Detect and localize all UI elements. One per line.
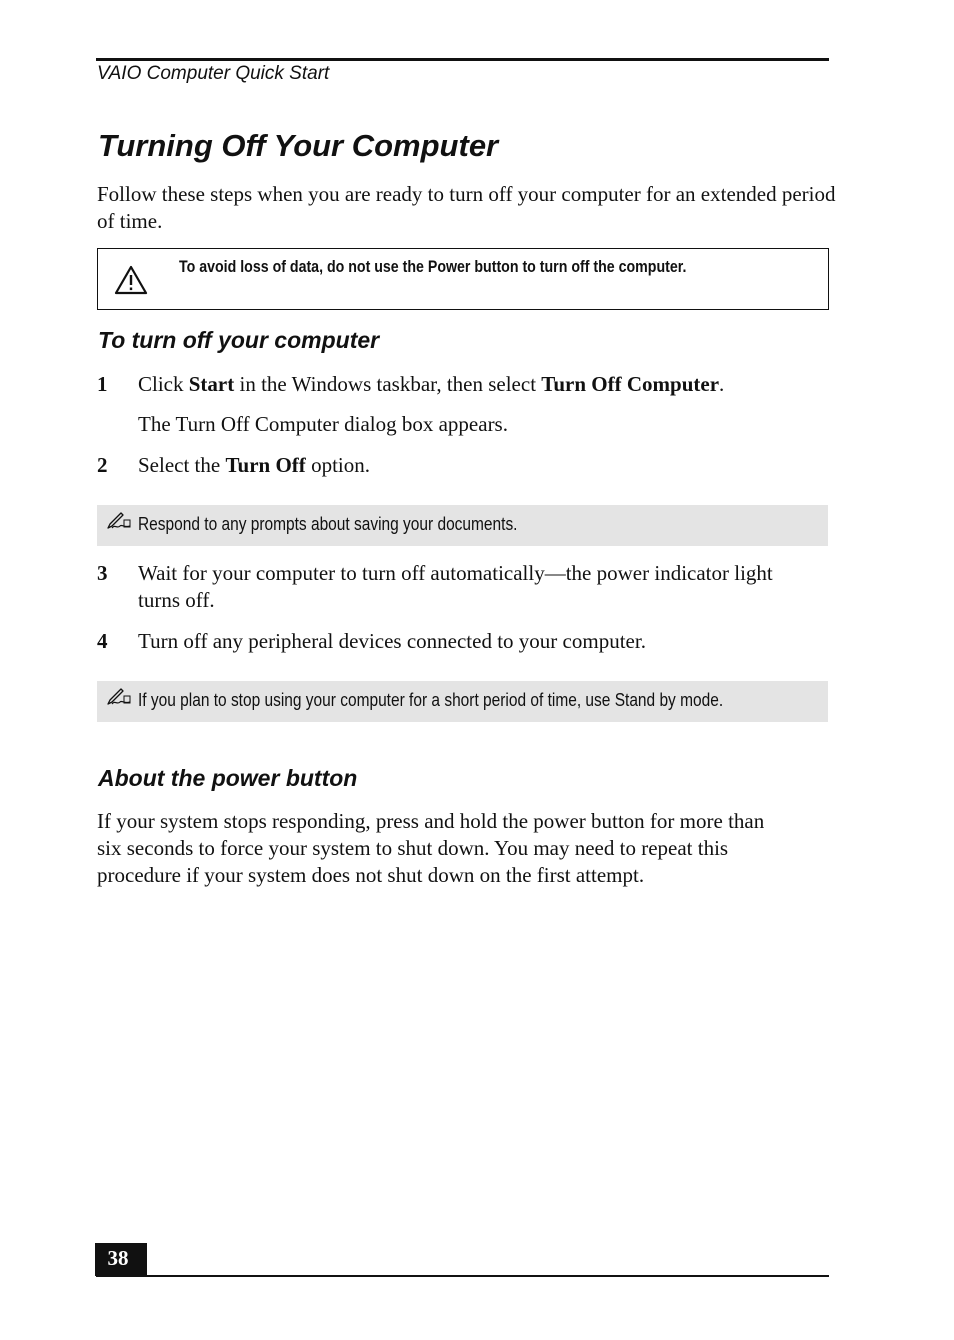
warning-box (97, 248, 829, 310)
step-text: Wait for your computer to turn off automatically—the power indicator light turns off. (138, 561, 773, 612)
step-3 (97, 560, 837, 616)
footer-rule (96, 1275, 829, 1277)
step-text: Click Start in the Windows taskbar, then select Turn Off Computer. (138, 372, 725, 396)
step-number: 1 (97, 372, 108, 396)
step-number: 2 (97, 453, 108, 477)
page-number: 38 (107, 1246, 129, 1270)
step-text: Select the Turn Off option. (138, 453, 370, 477)
intro-paragraph: Follow these steps when you are ready to turn off your computer for an extended period of time. (97, 182, 836, 233)
step-text: Turn off any peripheral devices connected to your computer. (138, 629, 646, 653)
turn-off-computer-term: Turn Off Computer (541, 372, 720, 396)
note-text: If you plan to stop using your computer for a short period of time, use Stand by mode. (138, 690, 724, 710)
note-pencil-icon (106, 687, 132, 707)
note-pencil-icon (106, 511, 132, 531)
page-number-badge (95, 1243, 147, 1276)
power-button-paragraph: If your system stops responding, press and hold the power button for more than six seconds to force your system to shut down. You may need to repeat this procedure if your system does not shut down on the first attempt. (97, 809, 765, 887)
step-number: 4 (97, 629, 108, 653)
step-number: 3 (97, 561, 108, 585)
note-text: Respond to any prompts about saving your documents. (138, 514, 518, 534)
page-title: Turning Off Your Computer (98, 128, 499, 163)
step-1-result: The Turn Off Computer dialog box appears. (138, 412, 508, 436)
section-heading-turn-off: To turn off your computer (98, 327, 380, 353)
running-head: VAIO Computer Quick Start (97, 63, 330, 84)
section-heading-power-button: About the power button (98, 765, 358, 791)
start-term: Start (188, 372, 235, 396)
warning-text: To avoid loss of data, do not use the Power button to turn off the computer. (179, 258, 687, 276)
turn-off-term: Turn Off (225, 453, 306, 477)
note-box (97, 505, 828, 546)
header-rule (96, 58, 829, 61)
note-box (97, 681, 828, 722)
warning-triangle-icon (114, 265, 148, 295)
